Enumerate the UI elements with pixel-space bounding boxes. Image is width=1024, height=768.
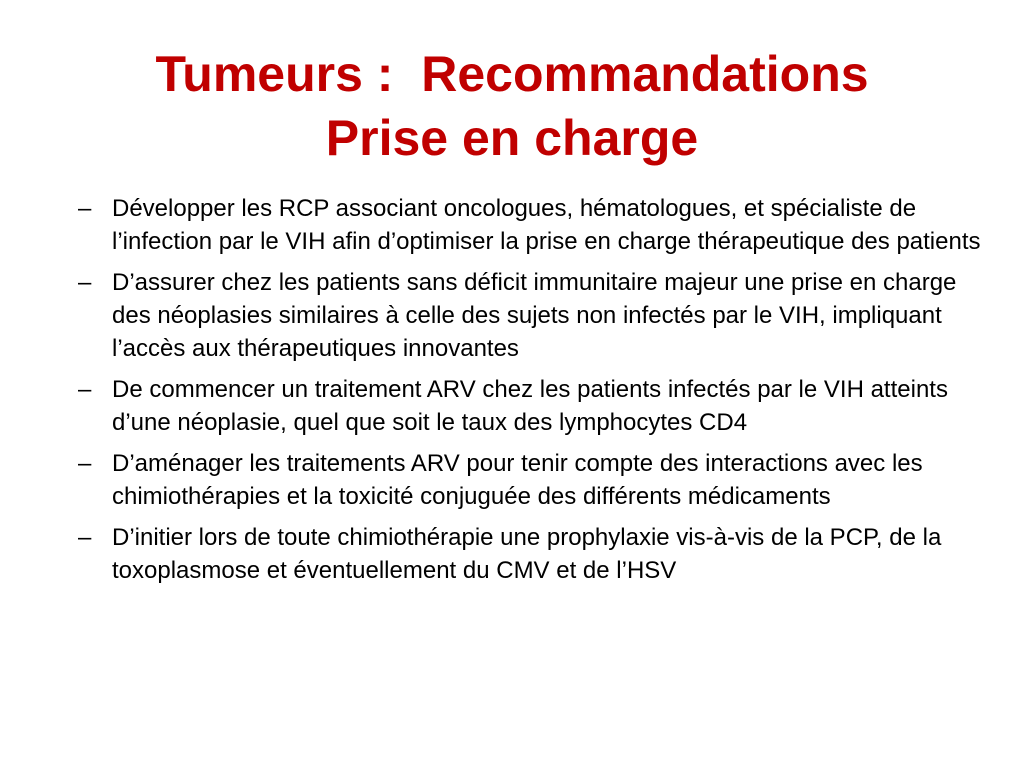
bullet-dash: – [78, 195, 92, 222]
bullet-list [78, 192, 998, 595]
bullet-item [78, 373, 998, 439]
title-line-1: Tumeurs : Recommandations [155, 45, 869, 102]
bullet-dash: – [78, 524, 92, 551]
bullet-text: D’assurer chez les patients sans déficit immunitaire majeur une prise en charge des néoplasies similaires à celle des sujets non infectés par le VIH, impliquant l’accès aux thérapeutiques innovantes [112, 269, 957, 362]
bullet-text: D’aménager les traitements ARV pour tenir compte des interactions avec les chimiothérapies et la toxicité conjuguée des différents médicaments [112, 450, 923, 510]
bullet-text: Développer les RCP associant oncologues, hématologues, et spécialiste de l’infection par le VIH afin d’optimiser la prise en charge thérapeutique des patients [112, 195, 981, 255]
bullet-dash: – [78, 376, 92, 403]
bullet-item [78, 447, 998, 513]
title-line-2: Prise en charge [325, 109, 699, 166]
bullet-item [78, 266, 998, 365]
bullet-dash: – [78, 269, 92, 296]
slide-title [40, 42, 984, 170]
bullet-dash: – [78, 450, 92, 477]
bullet-text: De commencer un traitement ARV chez les patients infectés par le VIH atteints d’une néoplasie, quel que soit le taux des lymphocytes CD4 [112, 376, 948, 436]
bullet-item [78, 192, 998, 258]
bullet-item [78, 521, 998, 587]
bullet-text: D’initier lors de toute chimiothérapie une prophylaxie vis-à-vis de la PCP, de la toxoplasmose et éventuellement du CMV et de l’HSV [112, 524, 942, 584]
